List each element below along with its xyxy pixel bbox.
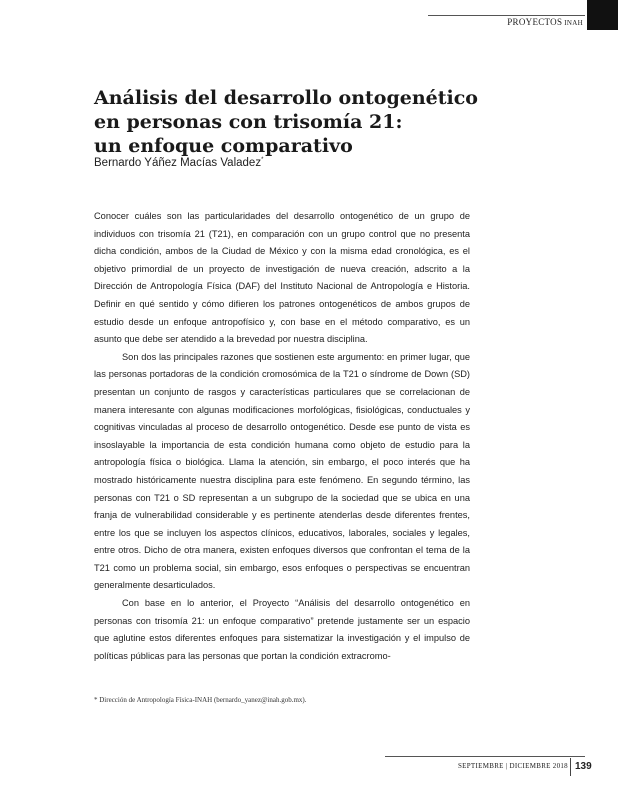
header-rule	[428, 15, 585, 16]
corner-tab	[587, 0, 618, 30]
footer-separator	[570, 758, 571, 776]
footnote: * Dirección de Antropología Física-INAH (bernardo_yanez@inah.gob.mx).	[94, 696, 307, 704]
issue-date: SEPTIEMBRE | DICIEMBRE 2018	[457, 762, 568, 770]
footer-rule	[385, 756, 585, 757]
author-name: Bernardo Yáñez Macías Valadez	[94, 157, 262, 169]
title-line: en personas con trisomía 21:	[94, 111, 403, 133]
title-line: Análisis del desarrollo ontogenético	[94, 87, 478, 109]
paragraph: Son dos las principales razones que sostienen este argumento: en primer lugar, que las personas portadoras de la condición cromosómica de la T21 o síndrome de Down (SD) presentan un conjunto de rasgos y características particulares que se correlacionan de manera interesante con algunas modificaciones morfológicas, fisiológicas, conductuales y cognitivas vinculadas al proceso de desarrollo ontogenético. Desde ese punto de vista es insoslayable la importancia de esta condición humana como objeto de estudio para la antropología física o biológica. Llama la atención, sin embargo, el poco interés que ha mostrado históricamente nuestra disciplina para este fenómeno. En segundo término, las personas con T21 o SD representan a un subgrupo de la sociedad que se ubica en una franja de vulnerabilidad considerable y es pertinente atenderlas desde diferentes frentes, entre los que se incluyen los aspectos clínicos, educativos, laborales, sociales y legales, entre otros. Dicho de otra manera, existen enfoques diversos que confrontan el tema de la T21 como un problema social, sin embargo, esos enfoques o perspectivas se encuentran generalmente desarticulados.	[94, 351, 470, 591]
author-footnote-mark: *	[261, 157, 264, 164]
paragraph: Con base en lo anterior, el Proyecto “Análisis del desarrollo ontogenético en personas con trisomía 21: un enfoque comparativo” pretende justamente ser un espacio que aglutine estos diferentes enfoques para sistematizar la investigación y el impulso de políticas públicas para las personas que portan la condición extracromo-	[94, 598, 470, 661]
author-byline	[94, 157, 263, 169]
title-line: un enfoque comparativo	[94, 135, 353, 157]
article-title	[94, 86, 544, 158]
section-name: PROYECTOS	[507, 17, 563, 27]
section-header	[480, 17, 583, 27]
page-number: 139	[575, 761, 592, 772]
section-suffix: INAH	[564, 19, 583, 27]
article-body	[94, 208, 470, 665]
paragraph: Conocer cuáles son las particularidades del desarrollo ontogenético de un grupo de individuos con trisomía 21 (T21), en comparación con un grupo control que no presenta dicha condición, ambos de la Ciudad de México y con la misma edad cronológica, es el objetivo primordial de un proyecto de investigación de nueva creación, adscrito a la Dirección de Antropología Física (DAF) del Instituto Nacional de Antropología e Historia. Definir en qué sentido y cómo difieren los patrones ontogenéticos de ambos grupos de estudio desde un enfoque antropofísico y, con base en el método comparativo, es un asunto que debe ser atendido a la brevedad por nuestra disciplina.	[94, 211, 470, 345]
